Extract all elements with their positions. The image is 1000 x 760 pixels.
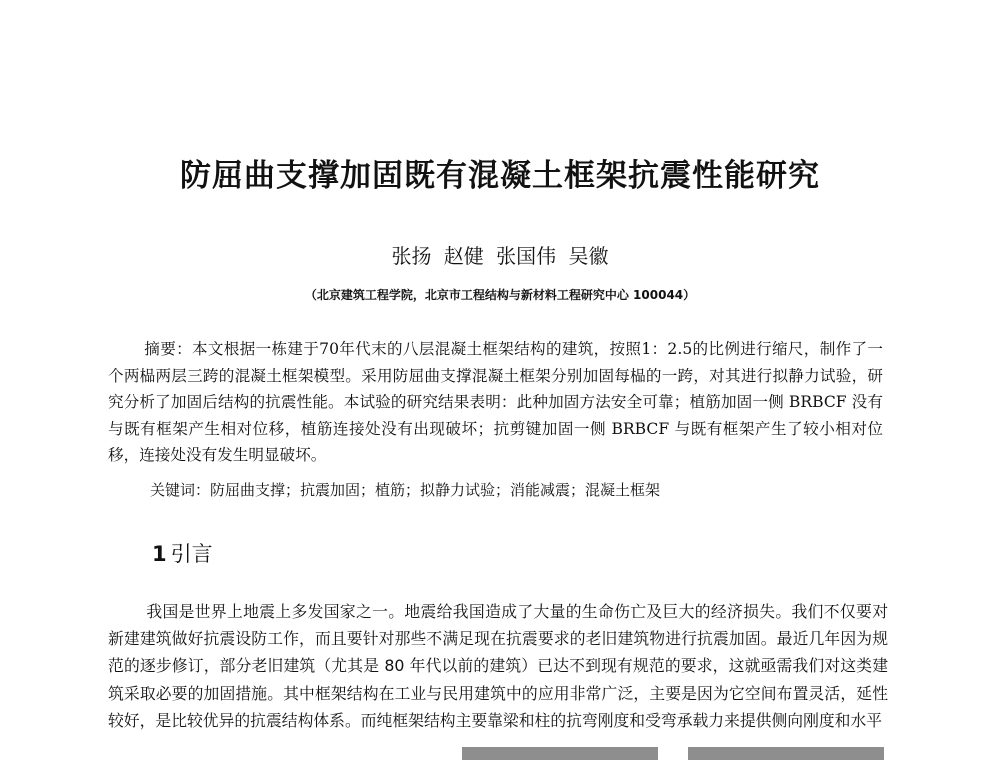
- body-paragraph: [108, 598, 888, 734]
- section-heading: [152, 538, 213, 568]
- keywords: 关键词：防屈曲支撑；抗震加固；植筋；拟静力试验；消能减震；混凝土框架: [150, 481, 661, 499]
- figure-photo-left: [462, 747, 658, 760]
- abstract-text: 摘要：本文根据一栋建于70年代末的八层混凝土框架结构的建筑，按照1：2.5的比例进行缩尺，制作了一个两榀两层三跨的混凝土框架模型。采用防屈曲支撑混凝土框架分别加固每榀的一跨，对其进行拟静力试验，研究分析了加固后结构的抗震性能。本试验的研究结果表明：此种加固方法安全可靠；植筋加固一侧 BRBCF 没有与既有框架产生相对位移，植筋连接处没有出现破坏；抗剪键加固一侧 BRBCF 与既有框架产生了较小相对位移，连接处没有发生明显破坏。: [108, 340, 883, 464]
- figure-photo-right: [688, 747, 884, 760]
- section-number: 1: [152, 542, 167, 566]
- abstract-block: [108, 336, 883, 469]
- affiliation: （北京建筑工程学院，北京市工程结构与新材料工程研究中心 100044）: [304, 288, 696, 302]
- body-paragraph-text: 我国是世界上地震上多发国家之一。地震给我国造成了大量的生命伤亡及巨大的经济损失。我们不仅要对新建建筑做好抗震设防工作，而且要针对那些不满足现在抗震要求的老旧建筑物进行抗震加固。最近几年因为规范的逐步修订，部分老旧建筑（尤其是 80 年代以前的建筑）已达不到现有规范的要求，这就亟需我们对这类建筑采取必要的加固措施。其中框架结构在工业与民用建筑中的应用非常广泛，主要是因为它空间布置灵活，延性较好，是比较优异的抗震结构体系。而纯框架结构主要靠梁和柱的抗弯刚度和受弯承载力来提供侧向刚度和水平: [108, 602, 888, 730]
- author-list: 张扬 赵健 张国伟 吴徽: [391, 244, 609, 268]
- paper-title: 防屈曲支撑加固既有混凝土框架抗震性能研究: [180, 158, 820, 194]
- section-title-text: 引言: [170, 542, 213, 566]
